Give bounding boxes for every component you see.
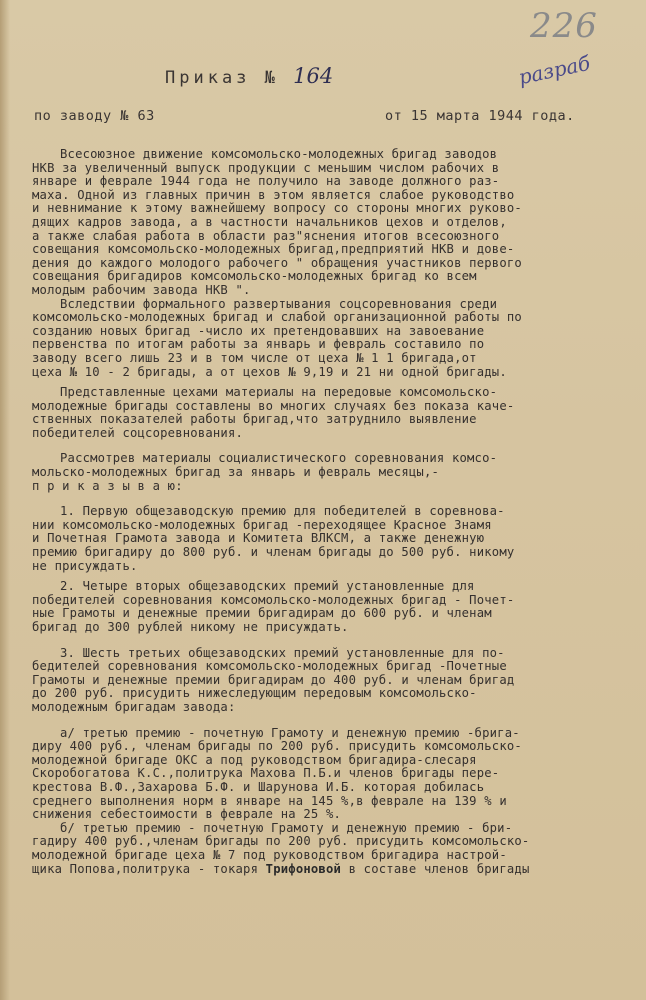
order-number: 164 (293, 64, 334, 88)
handwritten-note: разраб (516, 50, 593, 90)
clause-3a: а/ третью премию - почетную Грамоту и денежную премию -брига- диру 400 руб., членам бригады по 200 руб. присудить комсомольско- молодежной бригаде ОКС а под руководством бригадира-слесаря Скоробогатова К.С.,политрука Махова П.Б.и членов бригады пере- крестова В.Ф.,Захарова Б.Ф. и Шарунова И.Б. которая добилась среднего выполнения норм в январе на 145 %,в феврале на 139 % и снижения себестоимости в феврале на 25 %. (32, 725, 522, 822)
paragraph-intro: Всесоюзное движение комсомольско-молодежных бригад заводов НКВ за увеличенный выпуск продукции с меньшим числом рабочих в январе и феврале 1944 года не получило на заводе должного раз- маха. Одной из главных причин в этом является слабое руководство и невнимание к этому важнейшему вопросу со стороны многих руково- дящих кадров завода, а в частности начальников цехов и отделов, а также слабая работа в области раз"яснения итогов всесоюзного совещания комсомольско-молодежных бригад,предприятий НКВ и дове- дения до каждого молодого рабочего " обращения участников первого совещания бригадиров комсомольско-молодежных бригад ко всем молодым рабочим завода НКВ ". (32, 147, 522, 297)
paragraph-order-intro: Рассмотрев материалы социалистического соревнования комсо- мольско-молодежных бригад за январь и февраль месяцы,- п р и к а з ы в а ю: (32, 451, 498, 493)
order-title-prefix: Приказ № (165, 68, 279, 88)
order-body (32, 147, 632, 876)
clause-3: 3. Шесть третьих общезаводских премий установленные для по- бедителей соревнования комсомольско-молодежных бригад -Почетные Грамоты и денежные премии бригадирам до 400 руб. и членам бригад до 200 руб. присудить нижеследующим передовым комсомольско- молодежным бригадам завода: (32, 645, 515, 714)
paragraph-materials: Представленные цехами материалы на передовые комсомольско- молодежные бригады составлены во многих случаях без показа каче- ственных показателей работы бригад,что затруднило выявление победителей соцсоревнования. (32, 385, 515, 440)
page-edge-shadow (0, 0, 10, 1000)
clause-2: 2. Четыре вторых общезаводских премий установленные для победителей соревнования комсомольско-молодежных бригад - Почет- ные Грамоты и денежные премии бригадирам до 600 руб. и членам бригад до 300 рублей никому не присуждать. (32, 579, 515, 634)
clause-1: 1. Первую общезаводскую премию для победителей в соревнова- нии комсомольско-молодежных бригад -переходящее Красное Знамя и Почетная Грамота завода и Комитета ВЛКСМ, а также денежную премию бригадиру до 800 руб. и членам бригады до 500 руб. никому не присуждать. (32, 504, 515, 573)
paragraph-competition: Вследствии формального развертывания соцсоревнования среди комсомольско-молодежных бригад и слабой организационной работы по созданию новых бригад -число их претендовавших на завоевание первенства по итогам работы за январь и февраль составило по заводу всего лишь 23 и в том числе от цеха № 1 1 бригада,от цеха № 10 - 2 бригады, а от цехов № 9,19 и 21 ни одной бригады. (32, 296, 522, 379)
archive-page-number: 226 (530, 6, 598, 46)
plant-label: по заводу № 63 (34, 108, 155, 124)
clause-3b: б/ третью премию - почетную Грамоту и денежную премию - бри- гадиру 400 руб.,членам бригады по 200 руб. присудить комсомольско- молодежной бригаде цеха № 7 под руководством бригадира настрой- щика Попова,политрука - токаря Трифоновой в составе членов бригады (32, 820, 530, 876)
surname-stamp: Трифоновой (265, 861, 342, 876)
order-date: от 15 марта 1944 года. (385, 108, 575, 124)
order-title (165, 64, 333, 88)
